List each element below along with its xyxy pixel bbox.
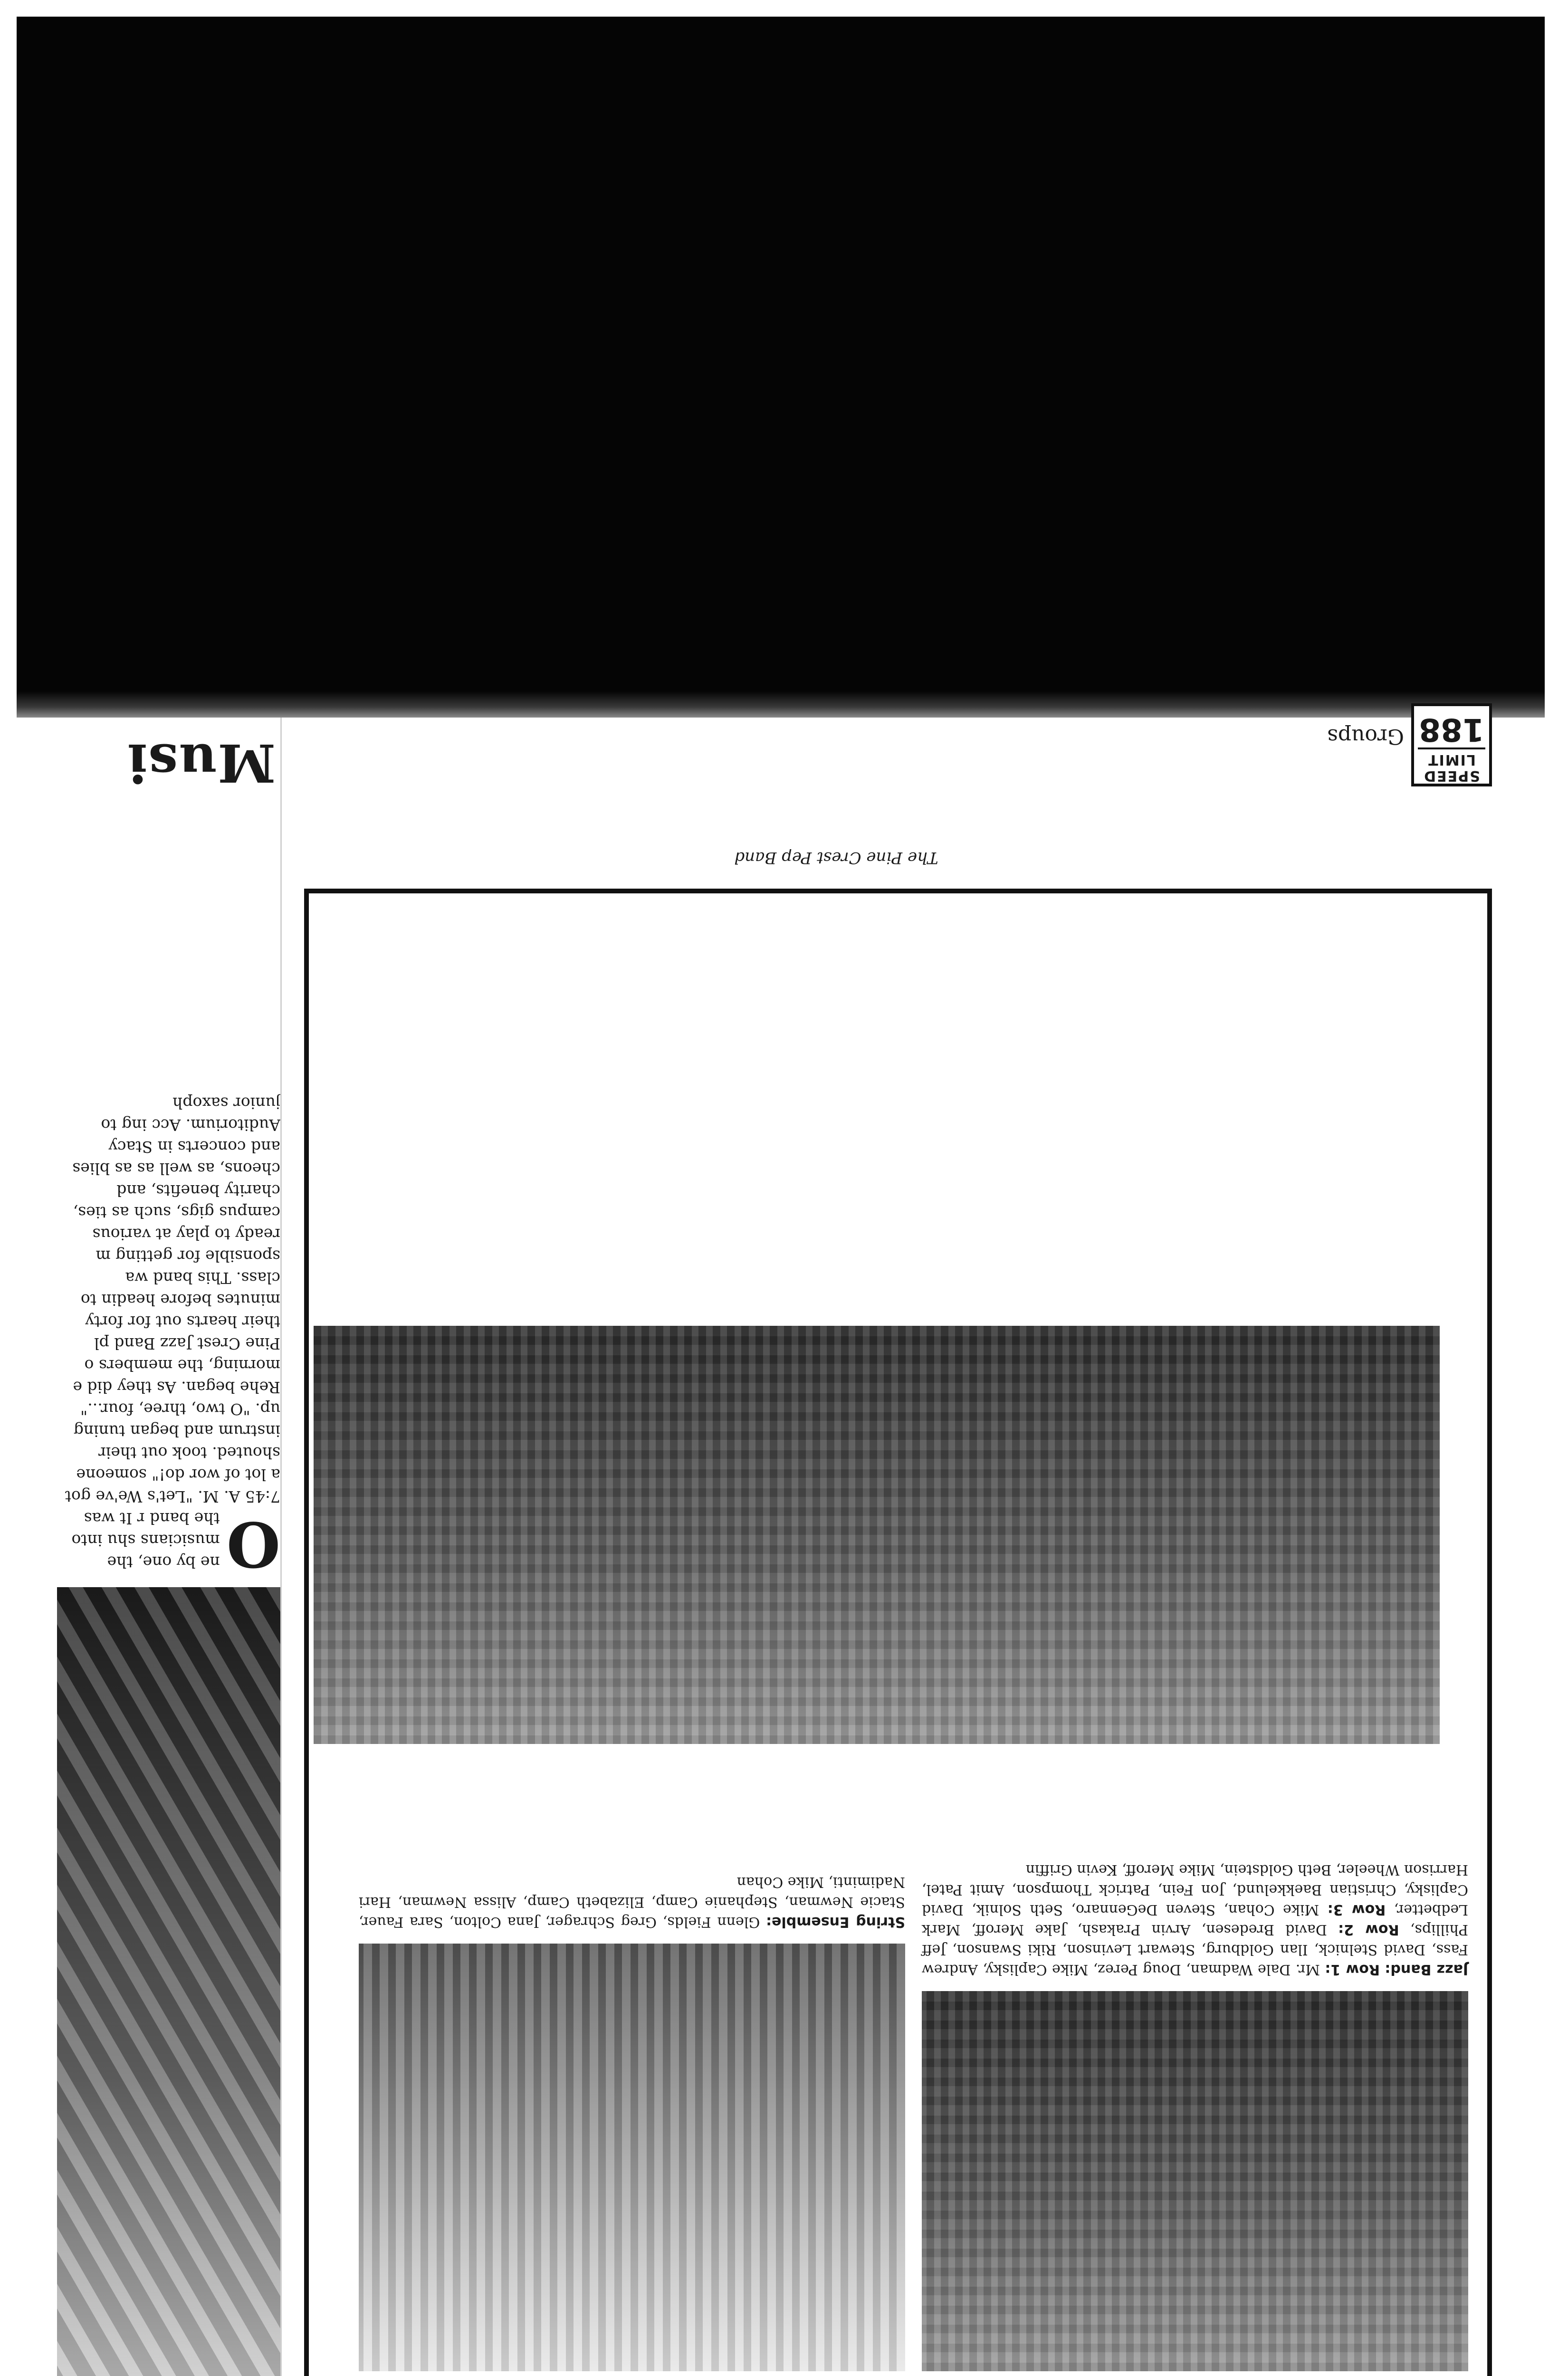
upside-down-spread [0,711,1568,2376]
scanner-shadow [17,17,1545,718]
jazz-row1-names: Mr. Dale Wadman, Doug Perez, Mike Caplisky, Andrew Fass, David Stelnick, Ilan Goldburg, Stewart Levinson, Riki Swanson, Jeff Phillips, [921,1921,1468,1978]
facing-body-text: ne by one, the musicians shu into the band r It was 7:45 A. M. "Let's We've got a lot of wor do!" someone shouted. took out their instrum and began tuning up. "O two, three, four..." Rehe began. As they did e morning, the members o Pine Crest Jazz Band pl their hearts out for forty minutes before headin to class. This band wa sponsible for getting m ready to play at various campus gigs, such as ties, charity benefits, and cheons, as well as as blies and concerts in Stacy Auditorium. Acc ing to junior saxoph [65,1094,280,1571]
facing-page-body [57,1092,280,1581]
facing-page-title: Musi [126,732,276,794]
drop-cap: O [226,1508,280,1581]
pep-band-photo [314,1326,1440,1744]
section-name: Groups [1327,724,1404,748]
groups-page [280,711,1568,2376]
jazz-band-caption [922,1859,1468,1979]
string-ensemble-photo [359,1944,905,2371]
jazz-band-photo [922,1991,1468,2371]
string-ensemble-caption [359,1872,905,1932]
string-ensemble-title: String Ensemble: [766,1914,905,1930]
pep-band-caption: The Pine Crest Pep Band [734,848,938,867]
jazz-row2-label: Row 2: [1338,1921,1399,1938]
jazz-row3-label: Row 3: [1327,1901,1386,1918]
scanner-shadow-edge [17,691,1545,718]
jazz-row3-names: Mike Cohan, Steven DeGennaro, Seth Solnik, David Caplisky, Christian Baekkelund, Jon Fein, Patrick Thompson, Amit Patel, Harrison Wheeler, Beth Goldstein, Mike Meroff, Kevin Griffin [922,1861,1468,1918]
string-ensemble-names: Glenn Fields, Greg Schrager, Jana Colton, Sara Fauer, Stacie Newman, Stephanie Camp, Elizabeth Camp, Alissa Newman, Hari Nadiminti, Mike Cohan [358,1874,905,1930]
jazz-row2-names: David Bredesen, Arvin Prakash, Jake Meroff, Mark Ledbetter, [922,1901,1468,1938]
jazz-band-title: Jazz Band: [1385,1961,1468,1978]
page-number: 188 [1418,711,1485,749]
page-number-badge [1411,703,1492,786]
horn-section-photo [57,1587,280,2376]
page-frame [304,889,1492,2376]
badge-line1: SPEED [1423,767,1480,784]
jazz-row1-label: Row 1: [1325,1961,1380,1978]
badge-line2: LIMIT [1427,751,1476,768]
facing-page-strip [0,718,280,2376]
